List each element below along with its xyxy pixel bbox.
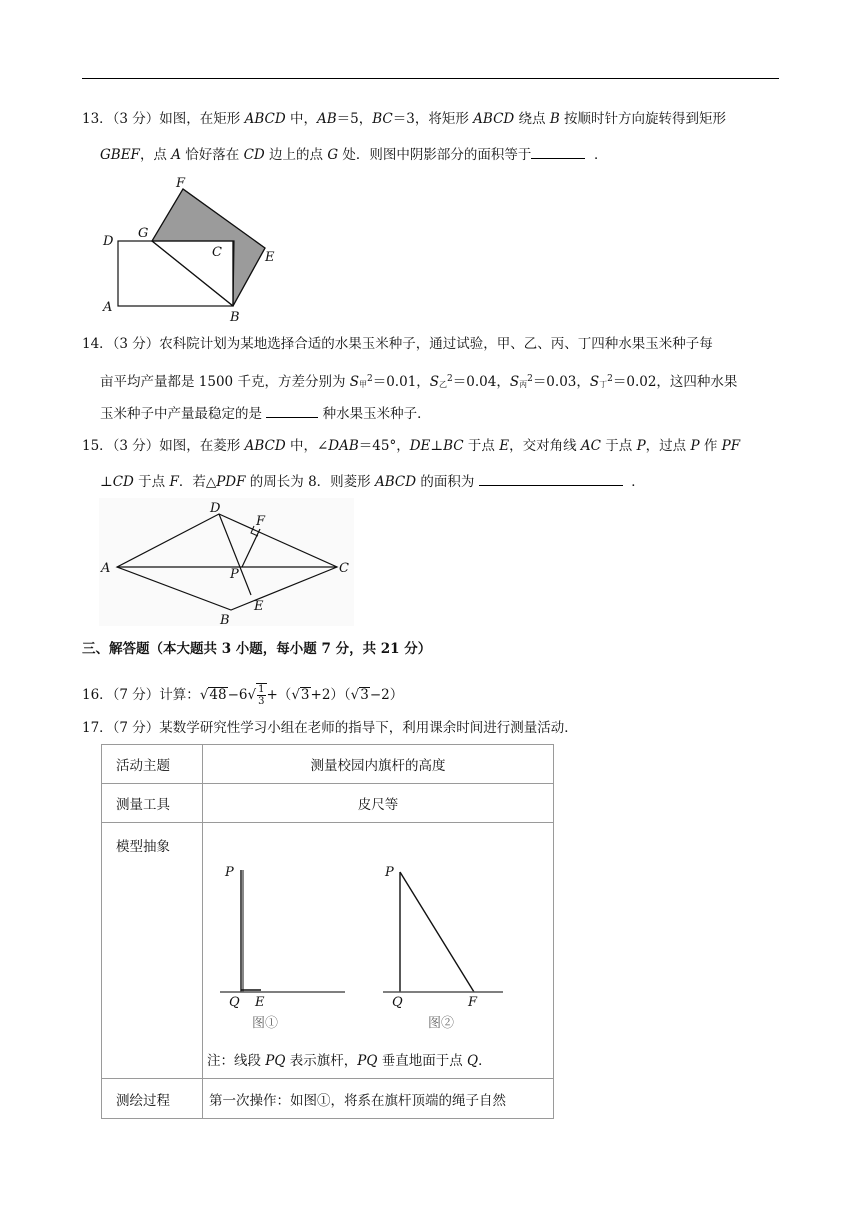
q15-figure [99,498,354,626]
table-row [102,1079,554,1119]
figure-2 [378,858,513,1038]
label-D: D [103,234,114,249]
shaded-region [152,189,265,306]
label-P: P [230,567,239,582]
row-label: 模型抽象 [102,823,203,1079]
q17-intro: 17．（7 分）某数学研究性学习小组在老师的指导下，利用课余时间进行测量活动． [82,720,578,736]
label-F: F [176,176,186,191]
label-P: P [225,865,234,880]
q15-line1: 15．（3 分）如图，在菱形 ABCD 中，∠DAB＝45°，DE⊥BC 于点 E，交对角线 AC 于点 P，过点 P 作 PF [82,438,741,454]
label-F: F [256,514,266,529]
answer-blank[interactable] [531,144,585,159]
label-C: C [339,561,349,576]
rope [400,872,474,992]
answer-blank[interactable] [266,403,318,418]
fraction-one-third: $\frac{1}{3}$ [258,684,265,707]
q16-line: 16．（7 分）计算：√48−6√ $\frac{1}{3}$ +（√3+2）（√3−2） [82,684,404,707]
table-row [102,745,554,784]
q13-figure [95,175,295,323]
row-value: 测量校园内旗杆的高度 [203,745,554,784]
table-row [102,784,554,823]
label-Q: Q [229,995,240,1010]
row-value: 第一次操作：如图①，将系在旗杆顶端的绳子自然 [203,1079,554,1119]
figure-1 [215,858,350,1038]
row-label: 测绘过程 [102,1079,203,1119]
caption-fig2: 图② [428,1016,455,1031]
label-E: E [254,599,264,614]
label-P: P [385,865,394,880]
label-A: A [101,561,111,576]
label-G: G [138,226,149,241]
row-label: 测量工具 [102,784,203,823]
q15-line2: ⊥CD 于点 F．若△PDF 的周长为 8．则菱形 ABCD 的面积为 ． [100,471,645,491]
q13-line2: GBEF，点 A 恰好落在 CD 边上的点 G 处．则图中阴影部分的面积等于 ． [100,144,608,164]
label-F: F [468,995,478,1010]
caption-fig1: 图① [252,1016,279,1031]
label-C: C [212,245,222,260]
answer-blank[interactable] [479,471,623,486]
row-value: 皮尺等 [203,784,554,823]
figure-note: 注：线段 PQ 表示旗杆，PQ 垂直地面于点 Q． [207,1053,492,1069]
q14-line2: 亩平均产量都是 1500 千克，方差分别为 S甲$^2$＝0.01，S乙$^2$＝0.04，S丙$^2$＝0.03，S丁$^2$＝0.02，这四种水果 [100,374,738,390]
label-E: E [265,250,275,265]
q13-line1: 13．（3 分）如图，在矩形 ABCD 中，AB＝5，BC＝3，将矩形 ABCD 绕点 B 按顺时针方向旋转得到矩形 [82,111,727,127]
label-Q: Q [392,995,403,1010]
label-B: B [220,613,230,626]
label-A: A [103,300,113,315]
q14-line3: 玉米种子中产量最稳定的是 种水果玉米种子． [100,403,431,423]
label-B: B [230,310,240,323]
section-heading: 三、解答题（本大题共 3 小题，每小题 7 分，共 21 分） [82,641,432,657]
q14-line1: 14．（3 分）农科院计划为某地选择合适的水果玉米种子，通过试验，甲、乙、丙、丁四种水果玉米种子每 [82,336,713,352]
label-E: E [255,995,265,1010]
header-rule [82,78,779,79]
label-D: D [210,501,221,516]
row-label: 活动主题 [102,745,203,784]
